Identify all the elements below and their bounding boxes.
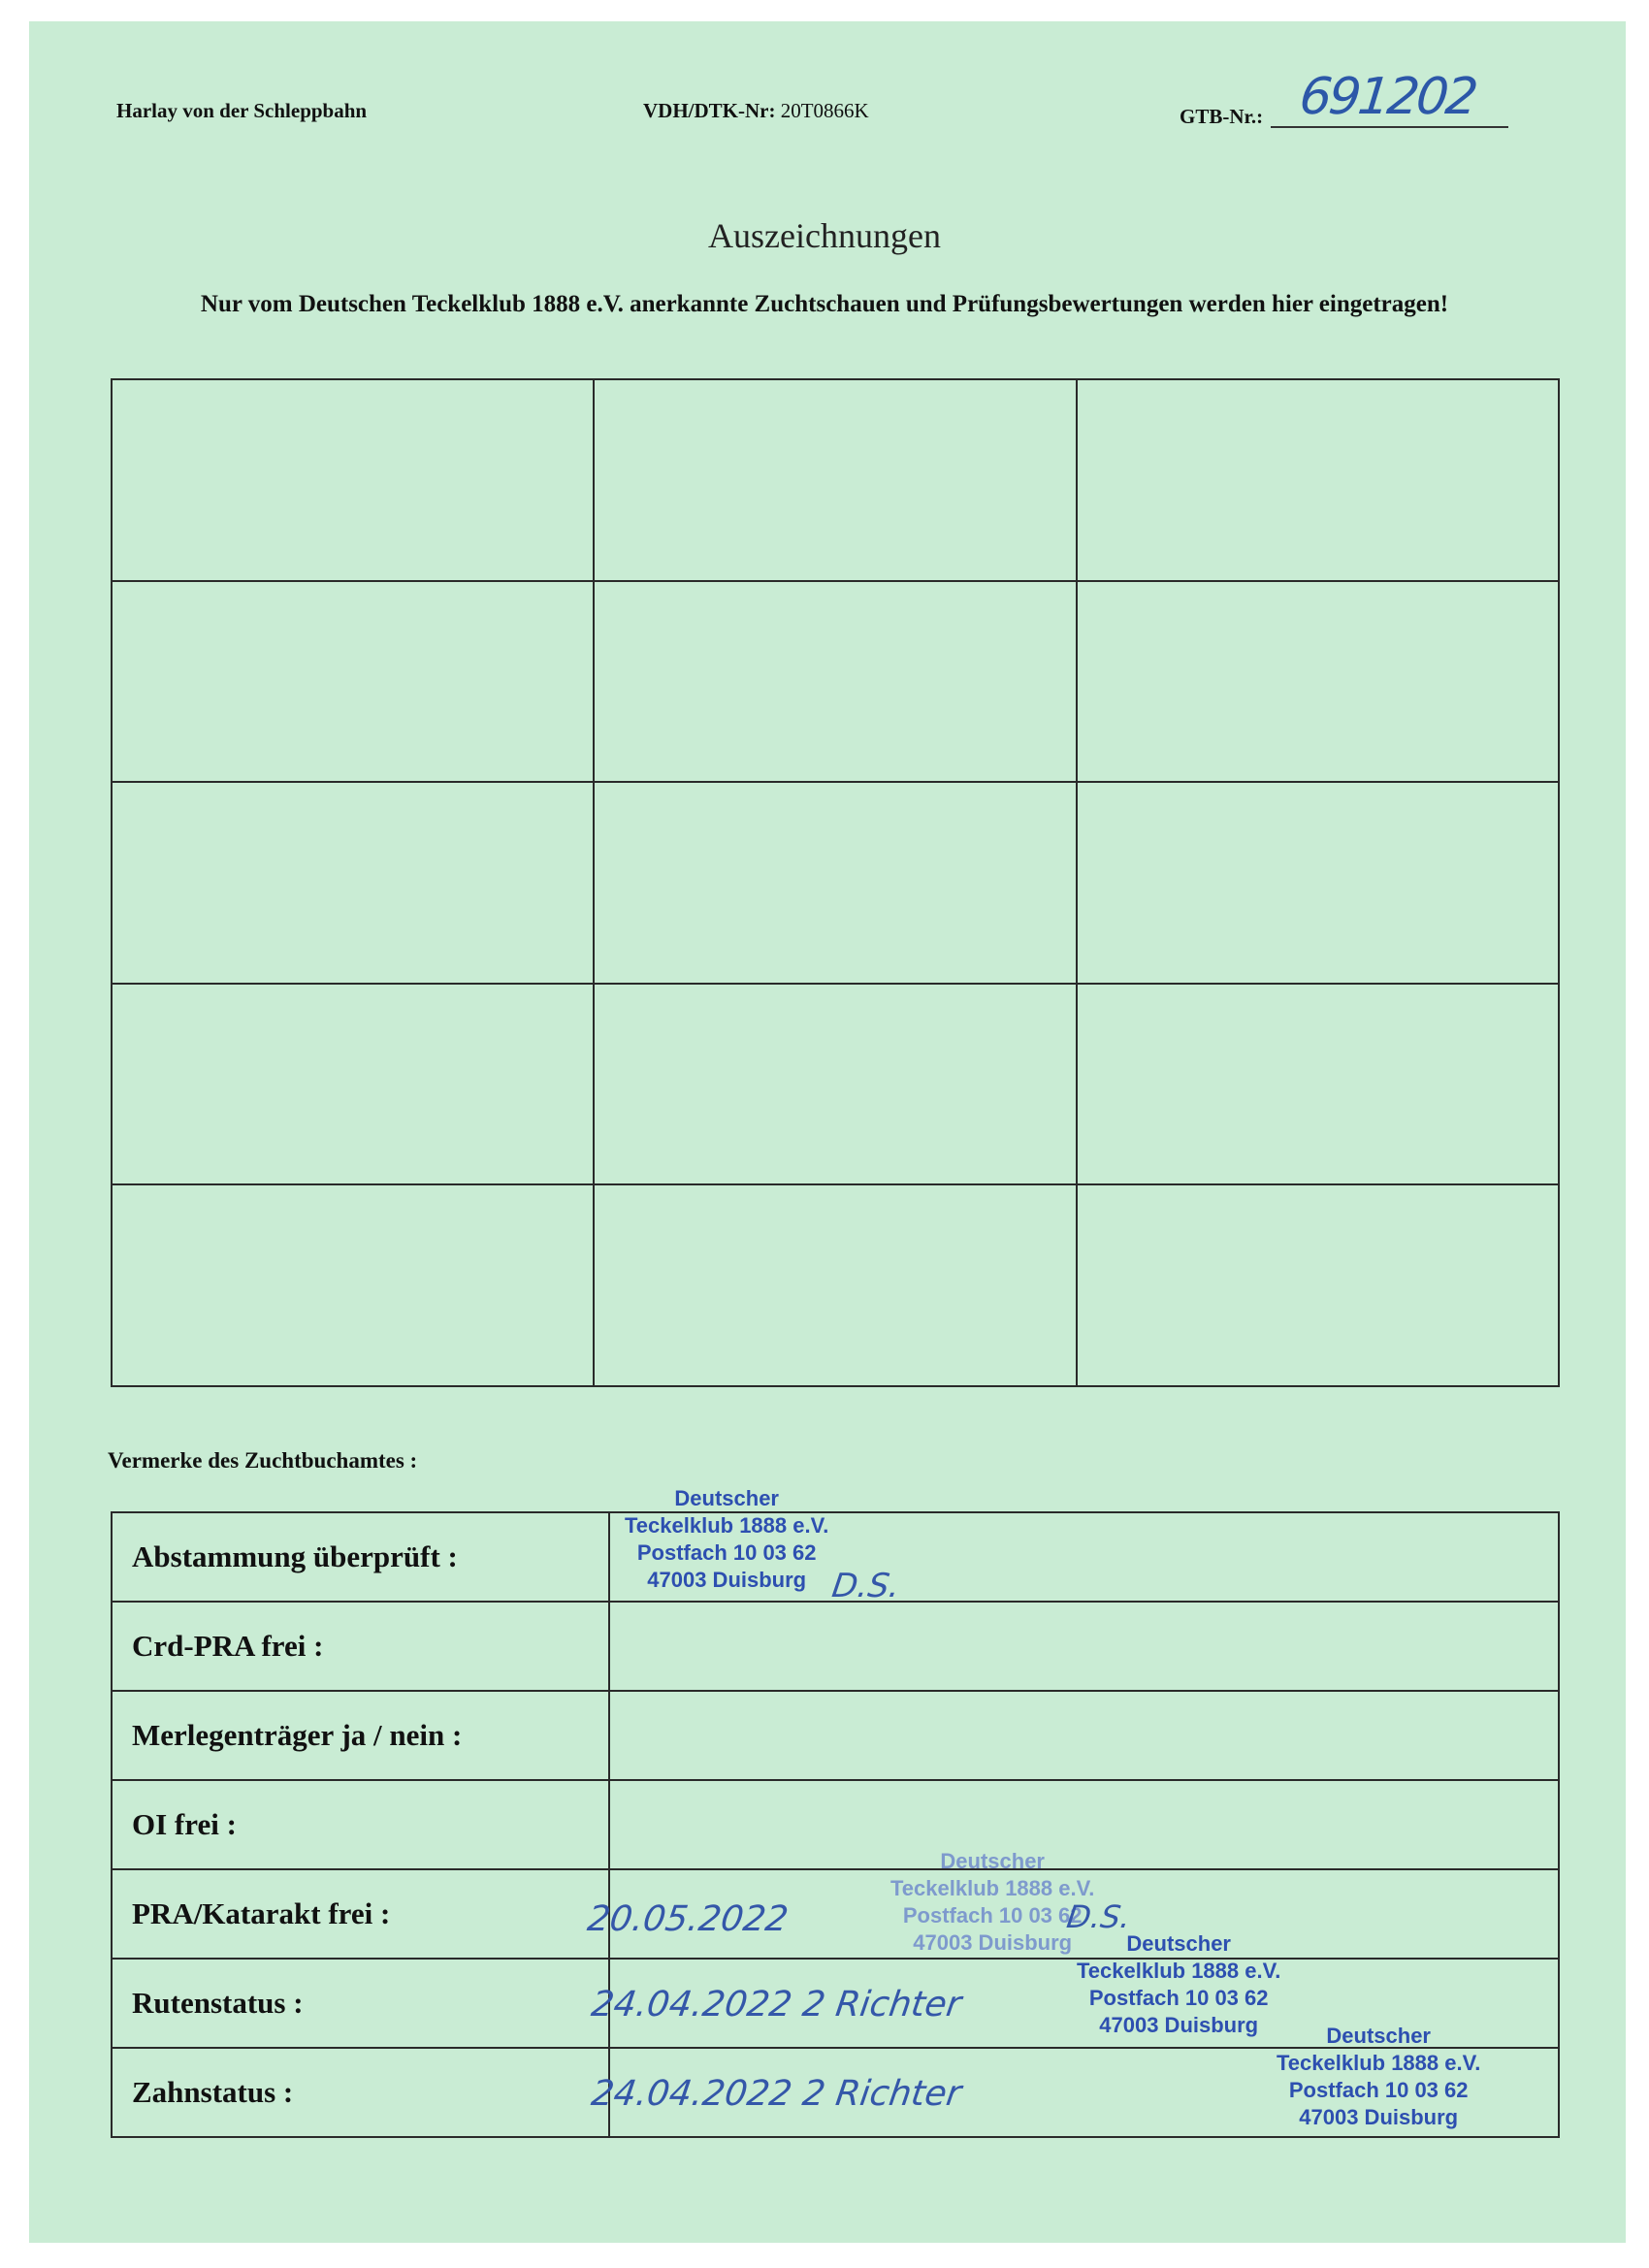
award-cell: [594, 1184, 1076, 1386]
award-cell: [1077, 581, 1559, 783]
handwritten-date-pra: 20.05.2022: [585, 1899, 792, 1939]
stamp-initials: D.S.: [1064, 1898, 1133, 1935]
note-label: PRA/Katarakt frei :: [112, 1869, 609, 1959]
note-value: [609, 1691, 1559, 1780]
gtb-label: GTB-Nr.:: [1180, 105, 1264, 128]
stamp-line: Teckelklub 1888 e.V.: [890, 1876, 1095, 1900]
award-cell: [594, 379, 1076, 581]
notes-row: [112, 1691, 1559, 1780]
award-cell: [112, 782, 594, 984]
page-title: Auszeichnungen: [708, 216, 941, 255]
awards-row: [112, 782, 1559, 984]
note-label: Zahnstatus :: [112, 2048, 609, 2137]
note-label: Crd-PRA frei :: [112, 1602, 609, 1691]
awards-row: [112, 379, 1559, 581]
club-stamp: [1077, 1930, 1280, 2039]
note-label: Abstammung überprüft :: [112, 1512, 609, 1602]
vermerke-label: Vermerke des Zuchtbuchamtes :: [108, 1448, 418, 1473]
note-label: Merlegenträger ja / nein :: [112, 1691, 609, 1780]
club-stamp: [1277, 2023, 1480, 2131]
handwritten-rutenstatus: 24.04.2022 2 Richter: [589, 1985, 964, 2025]
notes-row: [112, 1869, 1559, 1959]
award-cell: [594, 984, 1076, 1185]
note-value: [609, 1602, 1559, 1691]
award-cell: [112, 379, 594, 581]
stamp-line: 47003 Duisburg: [1099, 2013, 1259, 2037]
awards-row: [112, 1184, 1559, 1386]
notes-row: [112, 1780, 1559, 1869]
notes-row: [112, 1602, 1559, 1691]
handwritten-initials-abstammung: D.S.: [829, 1567, 903, 1605]
gtb-number-field: [1271, 68, 1508, 128]
stamp-line: Postfach 10 03 62: [902, 1903, 1083, 1928]
stamp-line: Postfach 10 03 62: [1088, 1986, 1269, 2010]
award-cell: [112, 581, 594, 783]
note-label: OI frei :: [112, 1780, 609, 1869]
stamp-line: 47003 Duisburg: [647, 1568, 807, 1592]
award-cell: [1077, 379, 1559, 581]
awards-row: [112, 581, 1559, 783]
stamp-line: Teckelklub 1888 e.V.: [625, 1513, 829, 1538]
handwritten-zahnstatus: 24.04.2022 2 Richter: [589, 2074, 964, 2114]
award-cell: [594, 581, 1076, 783]
award-cell: [1077, 984, 1559, 1185]
vdh-label: VDH/DTK-Nr:: [643, 99, 776, 122]
gtb-number-handwritten: 691202: [1296, 68, 1478, 126]
awards-row: [112, 984, 1559, 1185]
note-label: Rutenstatus :: [112, 1959, 609, 2048]
award-cell: [594, 782, 1076, 984]
stamp-line: Postfach 10 03 62: [636, 1540, 817, 1565]
award-cell: [112, 1184, 594, 1386]
club-stamp-faint: [890, 1848, 1094, 1957]
award-cell: [112, 984, 594, 1185]
stamp-line: Teckelklub 1888 e.V.: [1077, 1959, 1281, 1983]
stamp-line: Deutscher: [1326, 2024, 1431, 2048]
stamp-line: 47003 Duisburg: [1299, 2105, 1459, 2129]
stamp-line: Deutscher: [1126, 1931, 1231, 1956]
page-subtitle: Nur vom Deutschen Teckelklub 1888 e.V. anerkannte Zuchtschauen und Prüfungsbewertungen werden hier eingetragen!: [200, 291, 1449, 317]
vdh-number: [643, 99, 869, 123]
stamp-line: Postfach 10 03 62: [1288, 2078, 1469, 2102]
award-cell: [1077, 782, 1559, 984]
dog-name: Harlay von der Schleppbahn: [116, 99, 368, 122]
vdh-value: 20T0866K: [780, 99, 869, 122]
awards-grid: [111, 378, 1560, 1387]
club-stamp: [625, 1485, 828, 1594]
award-cell: [1077, 1184, 1559, 1386]
stamp-line: Teckelklub 1888 e.V.: [1277, 2051, 1481, 2075]
stamp-line: Deutscher: [940, 1849, 1045, 1873]
stamp-line: Deutscher: [674, 1486, 779, 1510]
stamp-line: 47003 Duisburg: [913, 1930, 1073, 1955]
